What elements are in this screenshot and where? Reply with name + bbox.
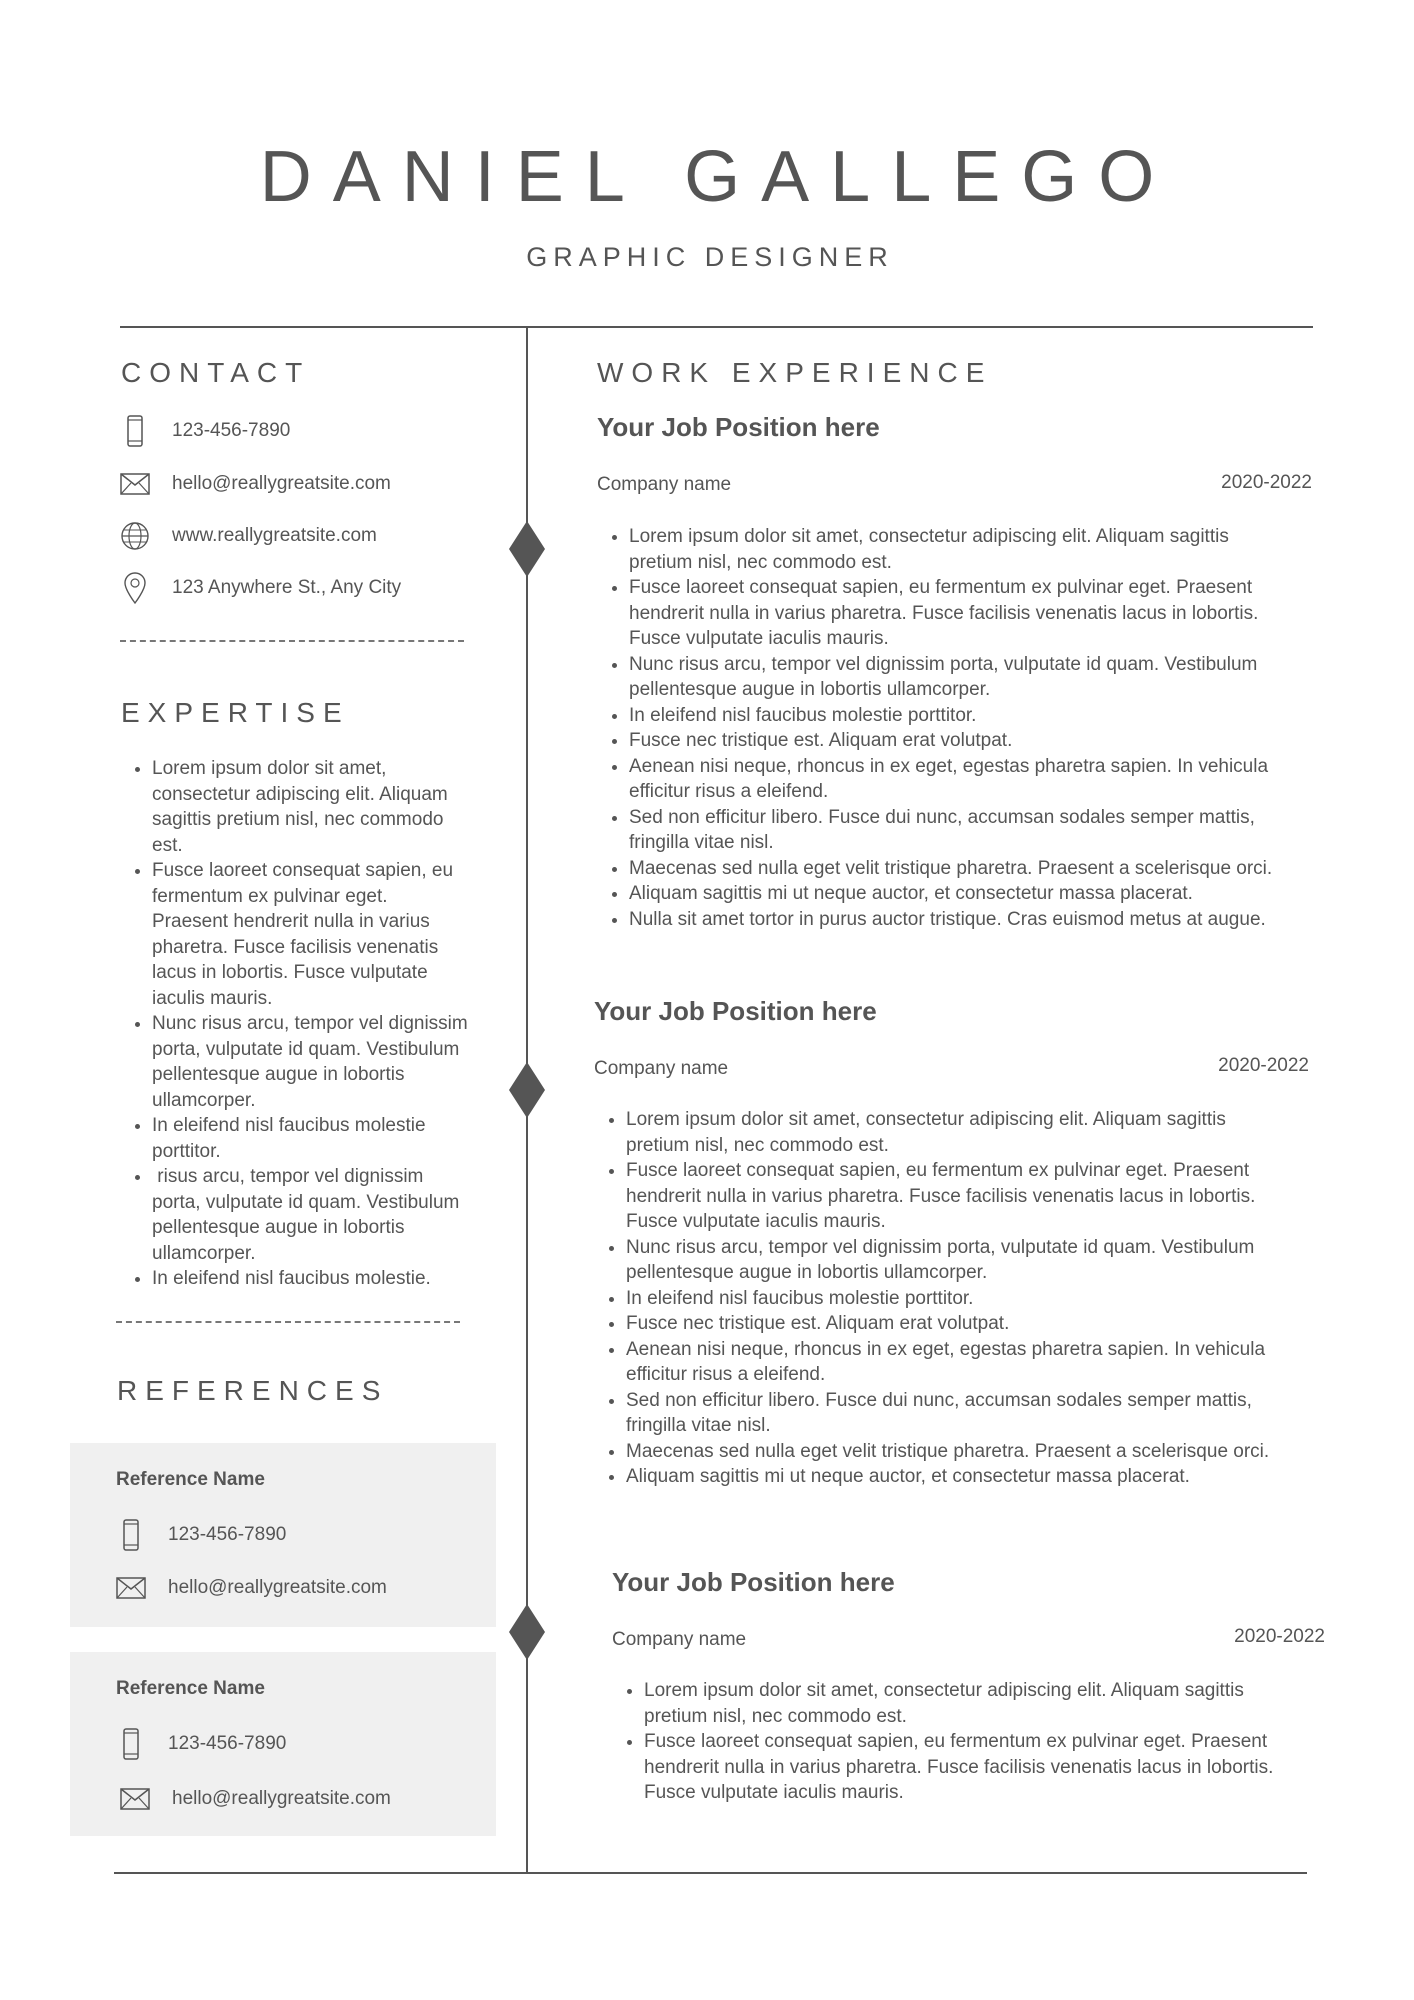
list-item: • In eleifend nisl faucibus molestie.: [152, 1266, 468, 1292]
list-item: • Nunc risus arcu, tempor vel dignissim porta, vulputate id quam. Vestibulum pellentesque augue in lobortis ullamcorper.: [152, 1011, 468, 1113]
list-item: • Lorem ipsum dolor sit amet, consectetur adipiscing elit. Aliquam sagittis pretium nisl, nec commodo est.: [152, 756, 468, 858]
contact-phone-text: 123-456-7890: [172, 420, 291, 441]
job-dates: 2020-2022: [1218, 1055, 1309, 1076]
list-item: • Maecenas sed nulla eget velit tristique pharetra. Praesent a scelerisque orci.: [629, 856, 1297, 882]
list-item: • In eleifend nisl faucibus molestie porttitor.: [626, 1286, 1294, 1312]
company-name: Company name: [594, 1058, 729, 1079]
list-item: • Lorem ipsum dolor sit amet, consectetur adipiscing elit. Aliquam sagittis pretium nisl, nec commodo est.: [644, 1678, 1312, 1729]
references-heading: REFERENCES: [117, 1375, 389, 1406]
list-item: • Fusce nec tristique est. Aliquam erat volutpat.: [629, 728, 1297, 754]
phone-icon: [116, 1727, 146, 1761]
list-item: • Sed non efficitur libero. Fusce dui nunc, accumsan sodales semper mattis, fringilla vitae nisl.: [626, 1388, 1294, 1439]
contact-separator: [120, 640, 464, 642]
list-item: • Aliquam sagittis mi ut neque auctor, et consectetur massa placerat.: [629, 881, 1297, 907]
reference-card: [70, 1443, 496, 1627]
expertise-list: [118, 756, 468, 1292]
reference-phone-text: 123-456-7890: [168, 1733, 287, 1754]
list-item: • Aliquam sagittis mi ut neque auctor, et consectetur massa placerat.: [626, 1464, 1294, 1490]
contact-phone[interactable]: [118, 413, 290, 449]
list-item: • Fusce laoreet consequat sapien, eu fermentum ex pulvinar eget. Praesent hendrerit nulla in varius pharetra. Fusce facilisis venenatis lacus in lobortis. Fusce vulputate iaculis mauris.: [626, 1158, 1294, 1235]
reference-name: Reference Name: [116, 1678, 265, 1699]
reference-phone-text: 123-456-7890: [168, 1524, 287, 1545]
reference-email-text: hello@reallygreatsite.com: [172, 1788, 391, 1809]
reference-email[interactable]: [120, 1782, 391, 1816]
list-item: • Fusce laoreet consequat sapien, eu fermentum ex pulvinar eget. Praesent hendrerit nulla in varius pharetra. Fusce facilisis venenatis lacus in lobortis. Fusce vulputate iaculis mauris.: [629, 575, 1297, 652]
reference-phone[interactable]: [116, 1727, 286, 1761]
person-name: DANIEL GALLEGO: [259, 137, 1176, 217]
job-bullets: [594, 1107, 1294, 1490]
list-item: • Fusce laoreet consequat sapien, eu fermentum ex pulvinar eget. Praesent hendrerit nulla in varius pharetra. Fusce facilisis venenatis lacus in lobortis. Fusce vulputate iaculis mauris.: [152, 858, 468, 1011]
phone-icon: [116, 1518, 146, 1552]
list-item: • Aenean nisi neque, rhoncus in ex eget, egestas pharetra sapien. In vehicula efficitur risus a eleifend.: [626, 1337, 1294, 1388]
expertise-separator: [116, 1321, 460, 1323]
envelope-icon: [116, 1571, 146, 1605]
list-item: • Fusce laoreet consequat sapien, eu fermentum ex pulvinar eget. Praesent hendrerit nulla in varius pharetra. Fusce facilisis venenatis lacus in lobortis. Fusce vulputate iaculis mauris.: [644, 1729, 1312, 1806]
list-item: • Maecenas sed nulla eget velit tristique pharetra. Praesent a scelerisque orci.: [626, 1439, 1294, 1465]
list-item: • Nulla sit amet tortor in purus auctor tristique. Cras euismod metus at augue.: [629, 907, 1297, 933]
globe-icon: [118, 519, 152, 553]
envelope-icon: [120, 1782, 150, 1816]
list-item: • risus arcu, tempor vel dignissim porta, vulputate id quam. Vestibulum pellentesque augue in lobortis ullamcorper.: [152, 1164, 468, 1266]
list-item: • Aenean nisi neque, rhoncus in ex eget, egestas pharetra sapien. In vehicula efficitur risus a eleifend.: [629, 754, 1297, 805]
contact-email-text: hello@reallygreatsite.com: [172, 473, 391, 494]
contact-heading: CONTACT: [121, 357, 311, 388]
job-dates: 2020-2022: [1234, 1626, 1325, 1647]
list-item: • Lorem ipsum dolor sit amet, consectetur adipiscing elit. Aliquam sagittis pretium nisl, nec commodo est.: [626, 1107, 1294, 1158]
list-item: • Nunc risus arcu, tempor vel dignissim porta, vulputate id quam. Vestibulum pellentesque augue in lobortis ullamcorper.: [626, 1235, 1294, 1286]
envelope-icon: [118, 467, 152, 501]
list-item: • Lorem ipsum dolor sit amet, consectetur adipiscing elit. Aliquam sagittis pretium nisl, nec commodo est.: [629, 524, 1297, 575]
company-name: Company name: [612, 1629, 747, 1650]
list-item: • Nunc risus arcu, tempor vel dignissim porta, vulputate id quam. Vestibulum pellentesque augue in lobortis ullamcorper.: [629, 652, 1297, 703]
work-experience-heading: WORK EXPERIENCE: [597, 357, 993, 388]
contact-address[interactable]: [118, 570, 401, 606]
reference-phone[interactable]: [116, 1518, 286, 1552]
timeline-diamond: [509, 521, 545, 577]
job-position: Your Job Position here: [597, 412, 880, 442]
job-bullets: [597, 524, 1297, 932]
list-item: • In eleifend nisl faucibus molestie porttitor.: [629, 703, 1297, 729]
contact-website-text: www.reallygreatsite.com: [172, 525, 377, 546]
reference-card: [70, 1652, 496, 1836]
job-position: Your Job Position here: [612, 1567, 895, 1597]
job-title: GRAPHIC DESIGNER: [526, 242, 894, 272]
reference-email[interactable]: [116, 1571, 387, 1605]
list-item: • In eleifend nisl faucibus molestie porttitor.: [152, 1113, 468, 1164]
expertise-heading: EXPERTISE: [121, 697, 350, 728]
company-name: Company name: [597, 474, 732, 495]
reference-email-text: hello@reallygreatsite.com: [168, 1577, 387, 1598]
job-dates: 2020-2022: [1221, 472, 1312, 493]
timeline-diamond: [509, 1062, 545, 1118]
top-divider: [120, 326, 1313, 328]
job-bullets: [612, 1678, 1312, 1806]
contact-email[interactable]: [118, 466, 391, 502]
list-item: • Sed non efficitur libero. Fusce dui nunc, accumsan sodales semper mattis, fringilla vitae nisl.: [629, 805, 1297, 856]
reference-name: Reference Name: [116, 1469, 265, 1490]
map-pin-icon: [118, 571, 152, 605]
contact-website[interactable]: [118, 518, 377, 554]
bottom-divider: [114, 1872, 1307, 1874]
list-item: • Fusce nec tristique est. Aliquam erat volutpat.: [626, 1311, 1294, 1337]
phone-icon: [118, 414, 152, 448]
timeline-diamond: [509, 1604, 545, 1660]
contact-address-text: 123 Anywhere St., Any City: [172, 577, 402, 598]
job-position: Your Job Position here: [594, 996, 877, 1026]
